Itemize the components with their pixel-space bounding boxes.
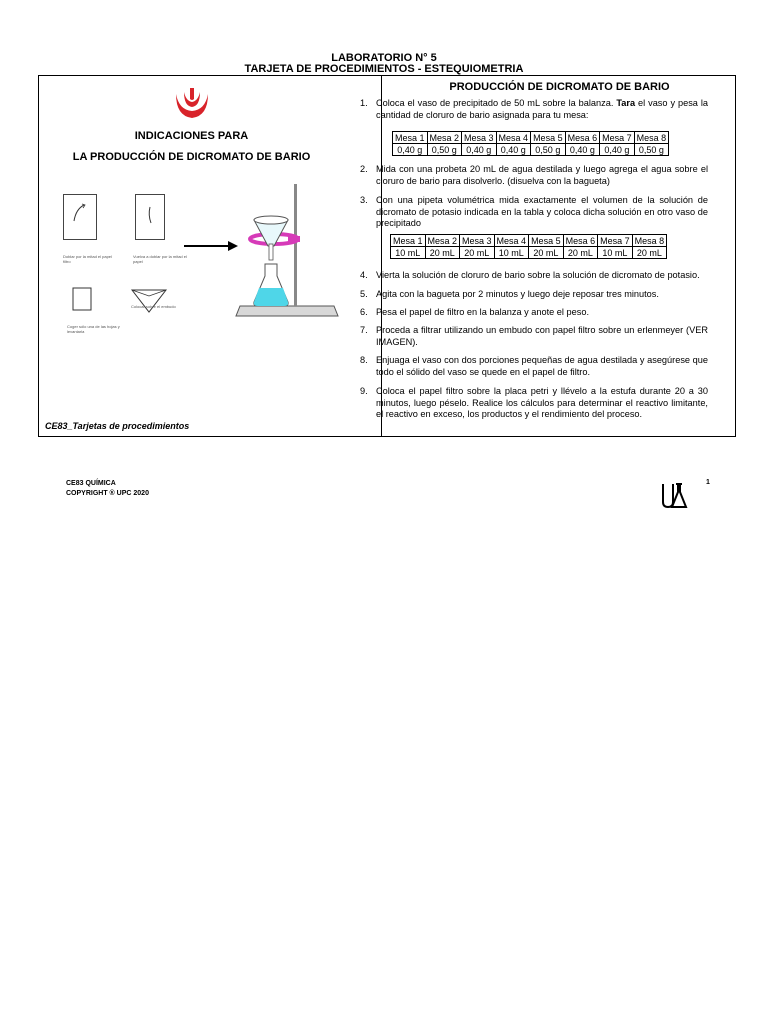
table-row <box>391 235 667 247</box>
table-cell: 20 mL <box>632 247 667 259</box>
table-cell: 10 mL <box>598 247 633 259</box>
indications-subtitle: LA PRODUCCIÓN DE DICROMATO DE BARIO <box>72 151 311 163</box>
step-3: 3. Con una pipeta volumétrica mida exactamente el volumen de la solución de dicromato de potasio indicada en la tabla y coloca dicha solución en otro vaso de precipitado <box>360 195 708 228</box>
table-cell: 0,40 g <box>600 144 635 156</box>
fold-step-2-image <box>135 194 165 240</box>
step-8: 8. Enjuaga el vaso con dos porciones pequeñas de agua destilada y asegúrese que todo el sólido del vaso se quede en el papel de filtro. <box>360 355 708 377</box>
table-row <box>393 132 669 144</box>
table-cell: 0,50 g <box>531 144 566 156</box>
table-cell: 20 mL <box>425 247 460 259</box>
mass-table <box>392 131 669 156</box>
table-header-cell: Mesa 1 <box>391 235 426 247</box>
step-1: 1. Coloca el vaso de precipitado de 50 mL sobre la balanza. Tara el vaso y pesa la cantidad de cloruro de bario asignada para tu mesa: <box>360 98 708 120</box>
fold-step-4-caption: Colocar sobre el embudo <box>131 304 176 309</box>
table-header-cell: Mesa 3 <box>462 132 497 144</box>
table-cell: 10 mL <box>494 247 529 259</box>
table-cell: 0,40 g <box>462 144 497 156</box>
fold-step-1-caption: Doblar por la mitad el papel filtro <box>63 254 112 264</box>
table-row <box>393 144 669 156</box>
table-cell: 0,50 g <box>634 144 669 156</box>
column-divider <box>381 76 382 436</box>
page-number: 1 <box>706 479 710 486</box>
table-header-cell: Mesa 7 <box>598 235 633 247</box>
table-header-cell: Mesa 5 <box>529 235 564 247</box>
filtration-apparatus-image <box>234 184 344 324</box>
table-header-cell: Mesa 4 <box>496 132 531 144</box>
table-cell: 0,40 g <box>496 144 531 156</box>
table-header-cell: Mesa 3 <box>460 235 495 247</box>
step-4: 4. Vierta la solución de cloruro de bario sobre la solución de dicromato de potasio. <box>360 270 700 280</box>
step-7: 7. Proceda a filtrar utilizando un embudo con papel filtro sobre un erlenmeyer (VER IMAGEN). <box>360 325 708 347</box>
table-cell: 20 mL <box>529 247 564 259</box>
table-cell: 0,40 g <box>393 144 428 156</box>
fold-step-3-image <box>71 286 95 314</box>
procedure-title: PRODUCCIÓN DE DICROMATO DE BARIO <box>449 81 670 93</box>
fold-step-2-caption: Vuelva a doblar por la mitad el papel <box>133 254 187 264</box>
table-header-cell: Mesa 8 <box>632 235 667 247</box>
table-header-cell: Mesa 4 <box>494 235 529 247</box>
table-cell: 20 mL <box>563 247 598 259</box>
table-cell: 20 mL <box>460 247 495 259</box>
table-row <box>391 247 667 259</box>
table-header-cell: Mesa 2 <box>427 132 462 144</box>
fold-step-1-image <box>63 194 97 240</box>
table-header-cell: Mesa 2 <box>425 235 460 247</box>
arrow-icon <box>184 240 239 252</box>
title-line-1: LABORATORIO N° 5 <box>331 52 437 64</box>
indications-title: INDICACIONES PARA <box>134 130 249 142</box>
table-header-cell: Mesa 1 <box>393 132 428 144</box>
table-cell: 10 mL <box>391 247 426 259</box>
table-header-cell: Mesa 7 <box>600 132 635 144</box>
fold-step-4-image <box>129 286 169 316</box>
step-9: 9. Coloca el papel filtro sobre la placa petri y llévelo a la estufa durante 20 a 30 minutos, luego péselo. Realice los cálculos para determinar el reactivo limitante, el reactivo en exceso, los productos y el rendimiento del proceso. <box>360 386 708 419</box>
table-cell: 0,50 g <box>427 144 462 156</box>
lab-flask-icon <box>660 482 688 510</box>
upc-logo-icon <box>172 86 212 122</box>
step-5: 5. Agita con la bagueta por 2 minutos y luego deje reposar tres minutos. <box>360 289 659 299</box>
table-header-cell: Mesa 5 <box>531 132 566 144</box>
title-line-2: TARJETA DE PROCEDIMIENTOS - ESTEQUIOMETRIA <box>244 63 524 75</box>
table-header-cell: Mesa 8 <box>634 132 669 144</box>
table-header-cell: Mesa 6 <box>565 132 600 144</box>
copyright-label: COPYRIGHT ® UPC 2020 <box>66 490 149 497</box>
procedure-card <box>38 75 736 437</box>
step-2: 2. Mida con una probeta 20 mL de agua destilada y luego agrega el agua sobre el cloruro de bario para disolverlo. (disuelva con la bagueta) <box>360 164 708 186</box>
course-label: CE83 QUÍMICA <box>66 480 116 487</box>
table-cell: 0,40 g <box>565 144 600 156</box>
fold-step-3-caption: Coger sólo una de las hojas y levantarla <box>67 324 120 334</box>
volume-table <box>390 234 667 259</box>
card-footer-note: CE83_Tarjetas de procedimientos <box>45 421 190 431</box>
step-6: 6. Pesa el papel de filtro en la balanza y anote el peso. <box>360 307 589 317</box>
table-header-cell: Mesa 6 <box>563 235 598 247</box>
